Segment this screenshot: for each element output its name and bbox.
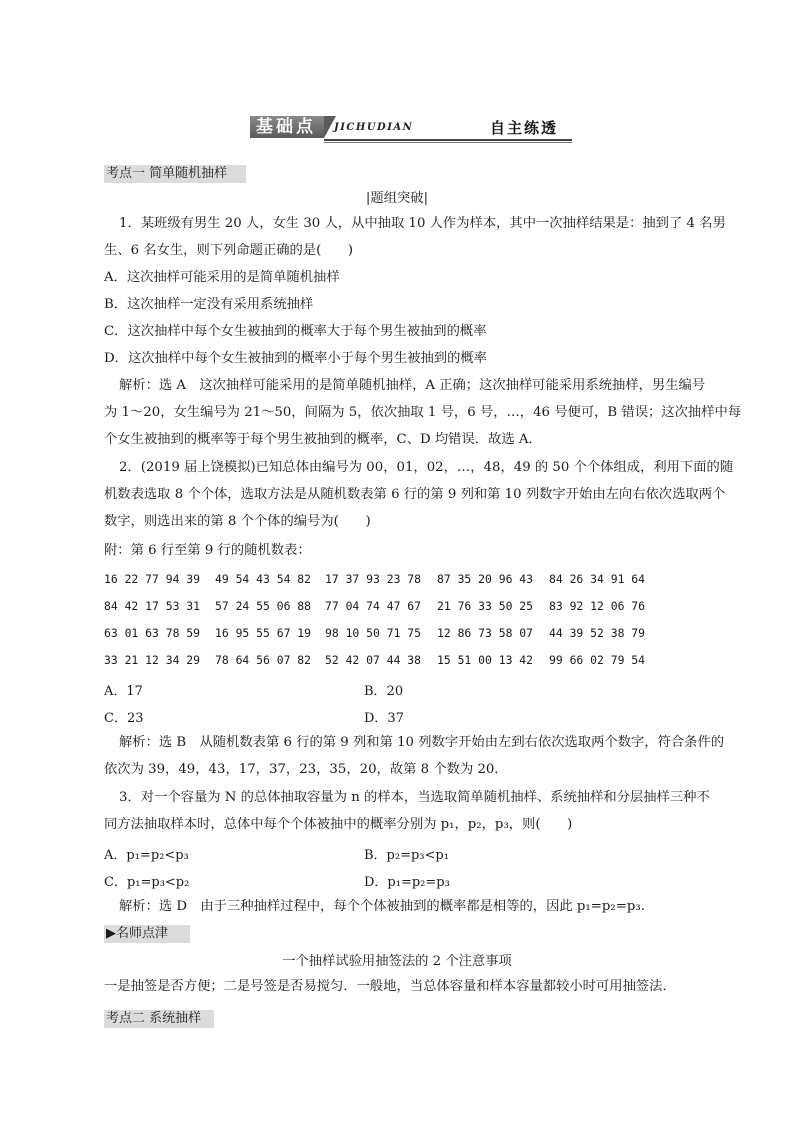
q1-option-b: B．这次抽样一定没有采用系统抽样 [104,297,314,312]
table-cell: 17 37 93 23 78 [325,572,422,586]
q1-answer-line1: 解析：选 A 这次抽样可能采用的是简单随机抽样，A 正确；这次抽样可能采用系统抽样，男生编号 [119,378,706,393]
q3-option-b: B．p₂=p₃<p₁ [364,848,449,863]
q1-stem-line2: 生、6 名女生，则下列命题正确的是( ) [104,243,354,258]
q3-option-d: D．p₁=p₂=p₃ [364,875,450,890]
table-cell: 99 66 02 79 54 [549,653,646,667]
q2-stem-line1: 2．(2019 届上饶模拟)已知总体由编号为 00，01，02，…，48，49 的 50 个个体组成，利用下面的随 [119,460,734,475]
subheading: |题组突破| [365,191,429,206]
section-label-2: 考点二 系统抽样 [104,1010,214,1028]
table-cell: 84 26 34 91 64 [549,572,646,586]
q2-option-a: A．17 [104,684,143,699]
q3-option-a: A．p₁=p₂<p₃ [104,848,189,863]
q2-option-d: D．37 [364,711,404,726]
table-cell: 49 54 43 54 82 [215,572,312,586]
q2-stem-line3: 数字，则选出来的第 8 个个体的编号为( ) [104,514,371,529]
table-cell: 44 39 52 38 79 [549,626,646,640]
tips-label: ▶名师点津 [104,925,190,943]
table-cell: 12 86 73 58 07 [437,626,534,640]
table-cell: 15 51 00 13 42 [437,653,534,667]
tips-heading: 一个抽样试验用抽签法的 2 个注意事项 [282,954,512,969]
q2-answer-line1: 解析：选 B 从随机数表第 6 行的第 9 列和第 10 列数字开始由左到右依次选取两个数字，符合条件的 [119,735,725,750]
q3-answer: 解析：选 D 由于三种抽样过程中，每个个体被抽到的概率都是相等的，因此 p₁=p₂=p₃. [119,899,645,914]
table-cell: 33 21 12 34 29 [104,653,201,667]
section-label-1: 考点一 简单随机抽样 [104,165,246,183]
q1-option-c: C．这次抽样中每个女生被抽到的概率大于每个男生被抽到的概率 [104,324,487,339]
q1-answer-line2: 为 1～20，女生编号为 21～50，间隔为 5，依次抽取 1 号，6 号，…，46 号便可，B 错误；这次抽样中每 [104,405,742,420]
table-cell: 84 42 17 53 31 [104,599,201,613]
q1-option-d: D．这次抽样中每个女生被抽到的概率小于每个男生被抽到的概率 [104,351,487,366]
q1-answer-line3: 个女生被抽到的概率等于每个男生被抽到的概率，C、D 均错误．故选 A． [104,432,542,447]
table-cell: 98 10 50 71 75 [325,626,422,640]
banner-badge: 基础点 [250,116,324,138]
table-cell: 16 22 77 94 39 [104,572,201,586]
table-cell: 16 95 55 67 19 [215,626,312,640]
q1-option-a: A．这次抽样可能采用的是简单随机抽样 [104,270,340,285]
table-cell: 57 24 55 06 88 [215,599,312,613]
q2-option-c: C．23 [104,711,144,726]
q2-option-b: B．20 [364,684,404,699]
tips-text: 一是抽签是否方便；二是号签是否易搅匀．一般地，当总体容量和样本容量都较小时可用抽签法． [104,979,676,994]
banner-title: 自主练透 [490,119,559,137]
q3-option-c: C．p₁=p₃<p₂ [104,875,190,890]
q2-answer-line2: 依次为 39，49，43，17，37，23，35，20，故第 8 个数为 20． [104,762,508,777]
section-banner [250,112,572,142]
table-cell: 21 76 33 50 25 [437,599,534,613]
table-cell: 83 92 12 06 76 [549,599,646,613]
banner-rule-thin [324,142,572,143]
banner-rule [324,139,572,141]
table-cell: 63 01 63 78 59 [104,626,201,640]
table-cell: 87 35 20 96 43 [437,572,534,586]
q2-stem-line2: 机数表选取 8 个个体，选取方法是从随机数表第 6 行的第 9 列和第 10 列数字开始由左向右依次选取两个 [104,487,726,502]
table-cell: 78 64 56 07 82 [215,653,312,667]
banner-latin: JICHUDIAN [334,122,414,133]
table-cell: 52 42 07 44 38 [325,653,422,667]
q3-stem-line1: 3．对一个容量为 N 的总体抽取容量为 n 的样本，当选取简单随机抽样、系统抽样和分层抽样三种不 [119,790,710,805]
q1-stem-line1: 1．某班级有男生 20 人，女生 30 人，从中抽取 10 人作为样本，其中一次抽样结果是：抽到了 4 名男 [119,216,726,231]
q2-table-caption: 附：第 6 行至第 9 行的随机数表： [104,543,311,558]
q3-stem-line2: 同方法抽取样本时，总体中每个个体被抽中的概率分别为 p₁，p₂，p₃，则( ) [104,817,573,832]
table-cell: 77 04 74 47 67 [325,599,422,613]
